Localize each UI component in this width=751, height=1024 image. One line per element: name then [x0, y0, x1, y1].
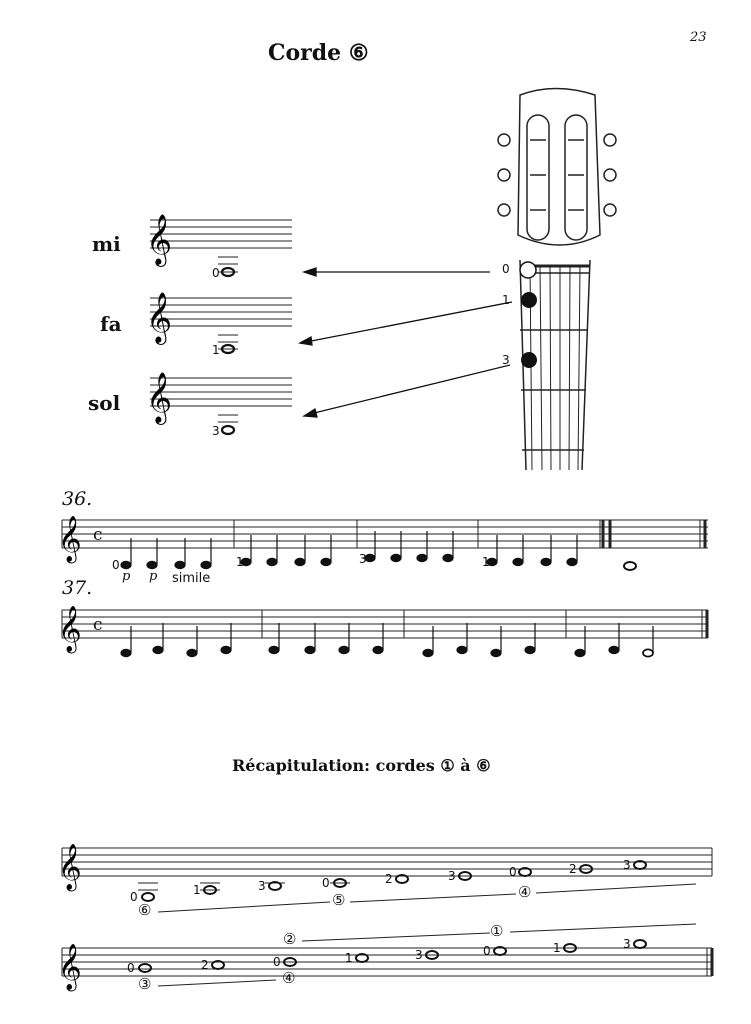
- treble-clef-icon: 𝄞: [146, 214, 173, 265]
- finger-number: 3: [258, 879, 266, 893]
- finger-number: 0: [127, 961, 135, 975]
- time-signature: c: [93, 525, 103, 545]
- finger-number: 1: [212, 343, 220, 357]
- exercise-number-37: 37.: [62, 577, 93, 599]
- recap-title: Récapitulation: cordes ① à ⑥: [232, 756, 491, 775]
- guitar-head-icon: [498, 89, 616, 471]
- finger-number: 2: [569, 862, 577, 876]
- expression-simile: simile: [172, 571, 211, 586]
- fret-3-marker: [521, 352, 537, 368]
- string-number: ④: [282, 969, 296, 987]
- finger-number: 1: [236, 555, 244, 569]
- finger-number: 0: [130, 890, 138, 904]
- finger-number: 1: [193, 883, 201, 897]
- finger-number: 3: [623, 937, 631, 951]
- time-signature: c: [93, 615, 103, 635]
- exercise-number-36: 36.: [62, 488, 93, 510]
- finger-number: 0: [112, 558, 120, 572]
- open-string-marker: [520, 262, 536, 278]
- dynamic-p: p: [122, 569, 131, 584]
- treble-clef-icon: 𝄞: [58, 944, 82, 990]
- string-number: ③: [138, 975, 152, 993]
- string-number: ⑥: [138, 901, 152, 919]
- finger-number: 1: [482, 555, 490, 569]
- page-number: 23: [690, 30, 707, 45]
- fret-label-3: 3: [502, 353, 510, 367]
- finger-number: 1: [553, 941, 561, 955]
- treble-clef-icon: 𝄞: [58, 844, 82, 890]
- finger-number: 2: [385, 872, 393, 886]
- note-illustration: [0, 0, 751, 480]
- finger-number: 3: [212, 424, 220, 438]
- treble-clef-icon: 𝄞: [146, 292, 173, 343]
- finger-number: 0: [212, 266, 220, 280]
- note-name-fa: fa: [100, 312, 122, 336]
- treble-clef-icon: 𝄞: [146, 372, 173, 423]
- treble-clef-icon: 𝄞: [58, 606, 82, 652]
- exercise-36-notes: [121, 531, 636, 570]
- string-number: ②: [283, 930, 297, 948]
- finger-number: 1: [345, 951, 353, 965]
- exercise-37-notes: [121, 623, 653, 657]
- finger-number: 3: [415, 948, 423, 962]
- string-number: ④: [518, 883, 532, 901]
- finger-number: 0: [273, 955, 281, 969]
- finger-number: 3: [623, 858, 631, 872]
- string-number: ⑤: [332, 891, 346, 909]
- recap-staves: [0, 830, 751, 1010]
- dynamic-p: p: [149, 569, 158, 584]
- finger-number: 0: [483, 944, 491, 958]
- arrows: [300, 268, 512, 417]
- finger-number: 2: [201, 958, 209, 972]
- fret-label-0: 0: [502, 262, 510, 276]
- finger-number: 0: [322, 876, 330, 890]
- string-number: ①: [490, 922, 504, 940]
- fret-1-marker: [521, 292, 537, 308]
- treble-clef-icon: 𝄞: [58, 516, 82, 562]
- note-name-mi: mi: [92, 232, 121, 256]
- finger-number: 0: [509, 865, 517, 879]
- whole-note: [222, 426, 234, 434]
- finger-number: 3: [448, 869, 456, 883]
- note-name-sol: sol: [88, 391, 121, 415]
- exercise-staves: [0, 480, 751, 680]
- page-title: Corde ⑥: [268, 40, 369, 66]
- fret-label-1: 1: [502, 293, 510, 307]
- finger-number: 3: [359, 552, 367, 566]
